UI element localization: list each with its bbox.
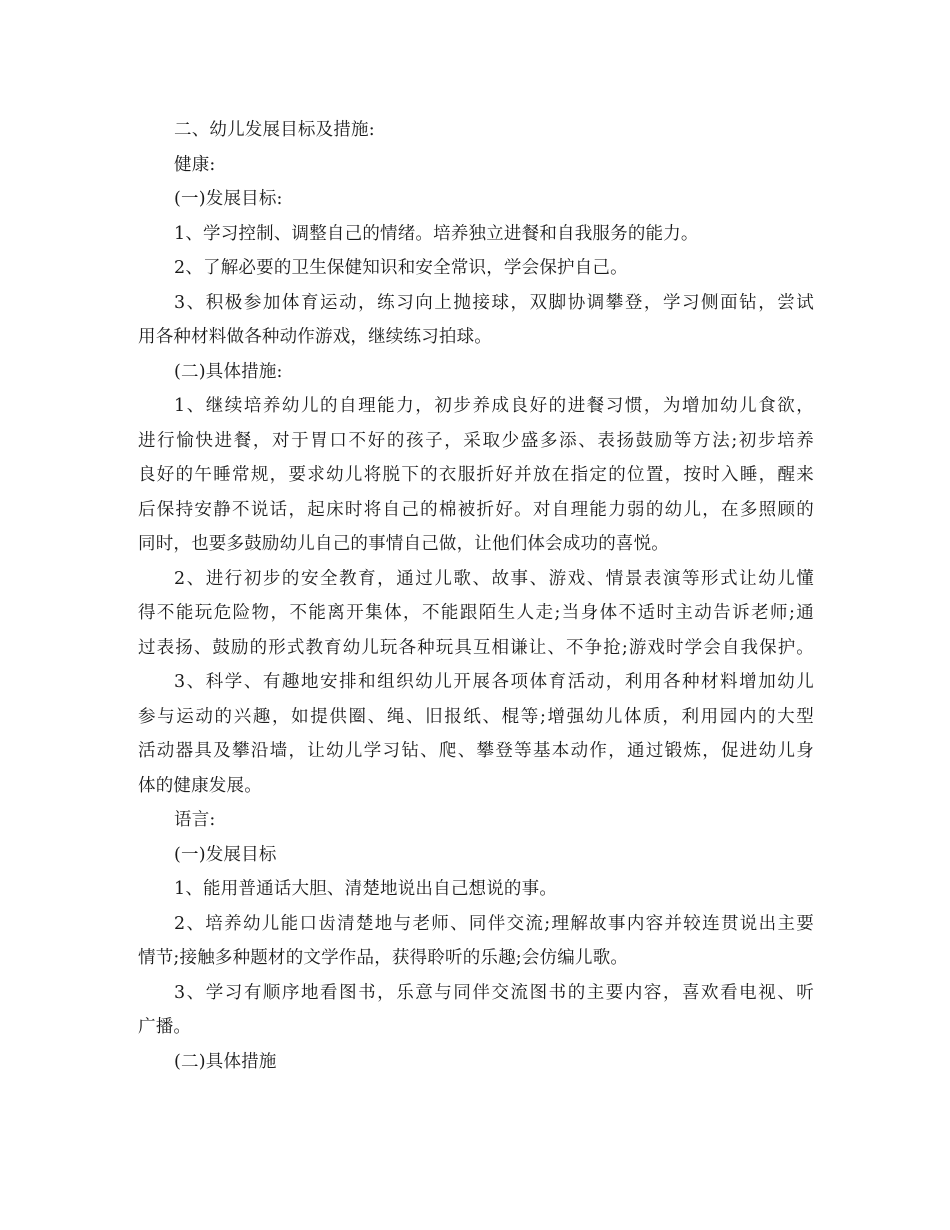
text-line: 3、学习有顺序地看图书，乐意与同伴交流图书的主要内容，喜欢看电视、听	[174, 982, 814, 1003]
text-line: 1、能用普通话大胆、清楚地说出自己想说的事。	[174, 879, 558, 899]
text-line: 语言:	[174, 810, 216, 830]
text-line: 后保持安静不说话，起床时将自己的棉被折好。对自理能力弱的幼儿，在多照顾的	[138, 499, 814, 520]
document-body	[138, 113, 814, 1079]
text-line: (二)具体措施:	[174, 361, 283, 382]
text-line: 1、学习控制、调整自己的情绪。培养独立进餐和自我服务的能力。	[174, 223, 699, 244]
text-line: 用各种材料做各种动作游戏，继续练习拍球。	[138, 327, 492, 347]
text-line: 2、培养幼儿能口齿清楚地与老师、同伴交流;理解故事内容并较连贯说出主要	[174, 913, 814, 934]
text-line: 同时，也要多鼓励幼儿自己的事情自己做，让他们体会成功的喜悦。	[138, 534, 669, 554]
text-line: 1、继续培养幼儿的自理能力，初步养成良好的进餐习惯，为增加幼儿食欲，	[174, 396, 814, 416]
text-line: 良好的午睡常规，要求幼儿将脱下的衣服折好并放在指定的位置，按时入睡，醒来	[138, 465, 814, 485]
text-line: 3、积极参加体育运动，练习向上抛接球，双脚协调攀登，学习侧面钻，尝试	[174, 292, 814, 313]
text-line: (一)发展目标:	[174, 189, 283, 209]
text-line: 二、幼儿发展目标及措施:	[174, 120, 375, 140]
text-line: 健康:	[174, 154, 216, 175]
text-line: 2、了解必要的卫生保健知识和安全常识，学会保护自己。	[174, 258, 628, 278]
text-line: 活动器具及攀沿墙，让幼儿学习钻、爬、攀登等基本动作，通过锻炼，促进幼儿身	[138, 741, 814, 761]
text-line: 广播。	[138, 1017, 192, 1037]
text-line: (二)具体措施	[174, 1051, 277, 1072]
text-line: 参与运动的兴趣，如提供圈、绳、旧报纸、棍等;增强幼儿体质，利用园内的大型	[138, 706, 814, 727]
text-line: (一)发展目标	[174, 844, 277, 865]
text-line: 3、科学、有趣地安排和组织幼儿开展各项体育活动，利用各种材料增加幼儿	[174, 672, 814, 692]
text-line: 过表扬、鼓励的形式教育幼儿玩各种玩具互相谦让、不争抢;游戏时学会自我保护。	[138, 637, 814, 658]
text-line: 情节;接触多种题材的文学作品，获得聆听的乐趣;会仿编儿歌。	[138, 948, 629, 968]
text-line: 2、进行初步的安全教育，通过儿歌、故事、游戏、情景表演等形式让幼儿懂	[174, 568, 814, 589]
text-line: 进行愉快进餐，对于胃口不好的孩子，采取少盛多添、表扬鼓励等方法;初步培养	[138, 430, 814, 451]
text-line: 体的健康发展。	[138, 775, 262, 796]
text-line: 得不能玩危险物，不能离开集体，不能跟陌生人走;当身体不适时主动告诉老师;通	[138, 603, 814, 623]
